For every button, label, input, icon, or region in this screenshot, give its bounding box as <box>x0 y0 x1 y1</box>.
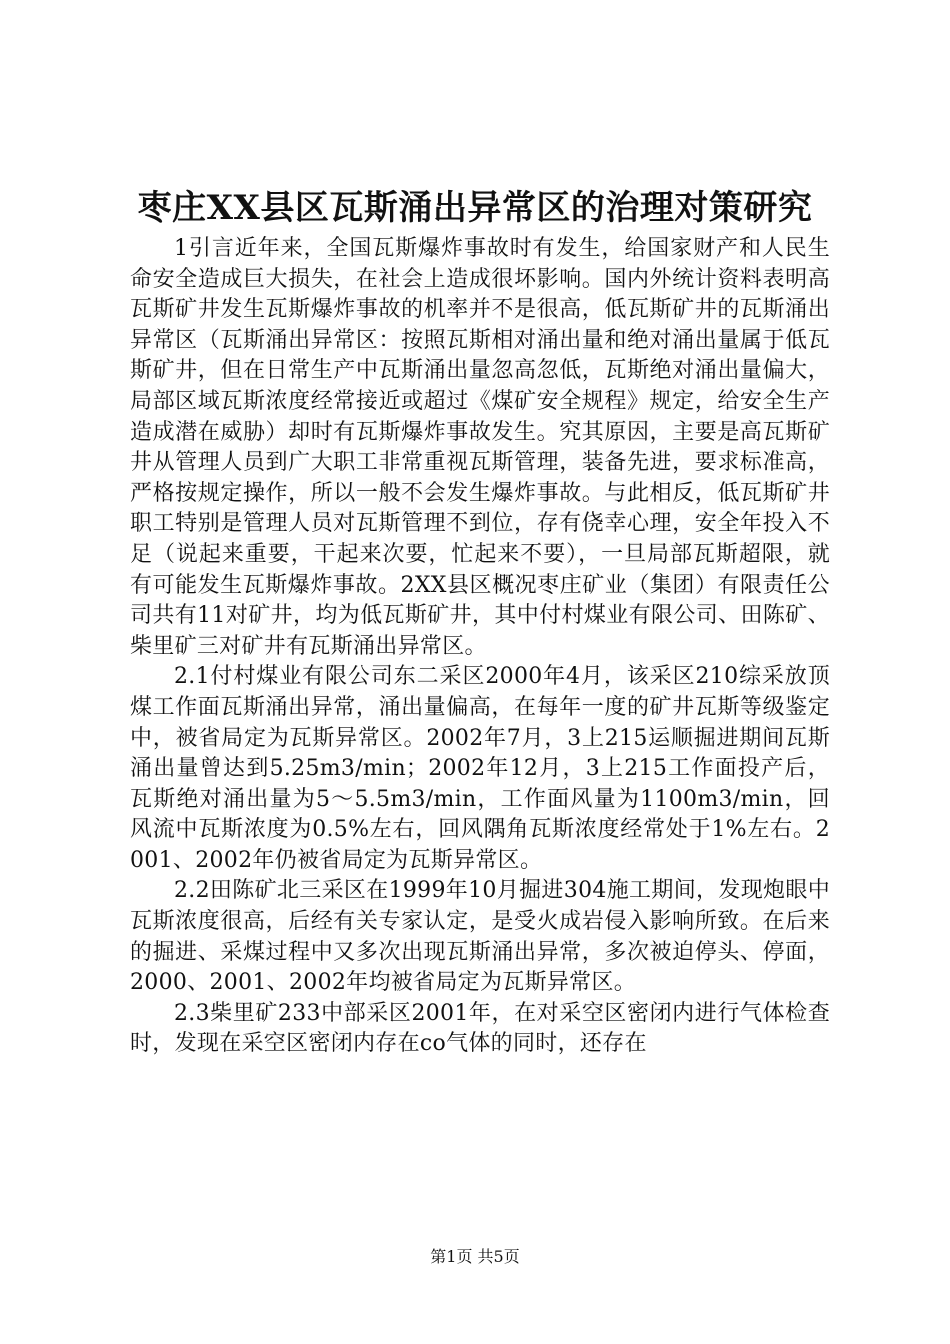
page-footer: 第1页 共5页 <box>430 1247 520 1266</box>
paragraph-section-2-3: 2.3柴里矿233中部采区2001年，在对采空区密闭内进行气体检查时，发现在采空区密闭内存在co气体的同时，还存在 <box>130 1000 830 1057</box>
paragraph-section-2-1: 2.1付村煤业有限公司东二采区2000年4月，该采区210综采放顶煤工作面瓦斯涌出异常，涌出量偏高，在每年一度的矿井瓦斯等级鉴定中，被省局定为瓦斯异常区。2002年7月，3上215运顺掘进期间瓦斯涌出量曾达到5.25m3/min；2002年12月，3上215工作面投产后，瓦斯绝对涌出量为5～5.5m3/min，工作面风量为1100m3/min，回风流中瓦斯浓度为0.5%左右，回风隅角瓦斯浓度经常处于1%左右。2001、2002年仍被省局定为瓦斯异常区。 <box>130 664 830 873</box>
paragraph-introduction: 1引言近年来，全国瓦斯爆炸事故时有发生，给国家财产和人民生命安全造成巨大损失，在社会上造成很坏影响。国内外统计资料表明高瓦斯矿井发生瓦斯爆炸事故的机率并不是很高，低瓦斯矿井的瓦斯涌出异常区（瓦斯涌出异常区：按照瓦斯相对涌出量和绝对涌出量属于低瓦斯矿井，但在日常生产中瓦斯涌出量忽高忽低，瓦斯绝对涌出量偏大，局部区域瓦斯浓度经常接近或超过《煤矿安全规程》规定，给安全生产造成潜在威胁）却时有瓦斯爆炸事故发生。究其原因，主要是高瓦斯矿井从管理人员到广大职工非常重视瓦斯管理，装备先进，要求标准高，严格按规定操作，所以一般不会发生爆炸事故。与此相反，低瓦斯矿井职工特别是管理人员对瓦斯管理不到位，存有侥幸心理，安全年投入不足（说起来重要，干起来次要，忙起来不要），一旦局部瓦斯超限，就有可能发生瓦斯爆炸事故。2XX县区概况枣庄矿业（集团）有限责任公司共有11对矿井，均为低瓦斯矿井，其中付村煤业有限公司、田陈矿、柴里矿三对矿井有瓦斯涌出异常区。 <box>130 236 830 659</box>
document-body <box>130 234 830 1060</box>
paragraph-section-2-2: 2.2田陈矿北三采区在1999年10月掘进304施工期间，发现炮眼中瓦斯浓度很高，后经有关专家认定，是受火成岩侵入影响所致。在后来的掘进、采煤过程中又多次出现瓦斯涌出异常，多次被迫停头、停面，2000、2001、2002年均被省局定为瓦斯异常区。 <box>130 878 830 996</box>
document-title: 枣庄XX县区瓦斯涌出异常区的治理对策研究 <box>137 188 813 228</box>
